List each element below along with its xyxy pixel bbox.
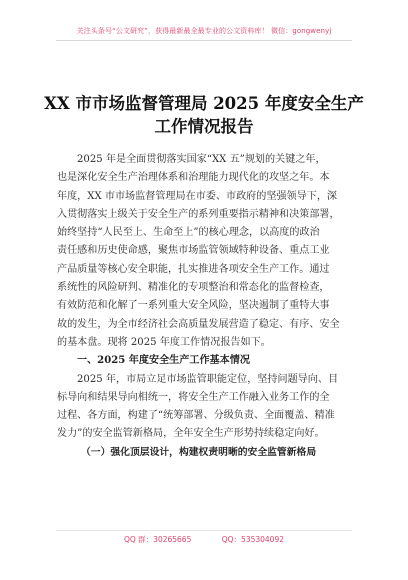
body-line: 发力”的安全监管新格局，全年安全生产形势持续稳定向好。 (57, 428, 325, 440)
top-banner: 关注头条号“公文研究”，获得最新最全最专业的公文资料库！ 微信：gongwenyj (76, 27, 332, 35)
body-line: 始终坚持“人民至上、生命至上”的核心理念，以高度的政治 (57, 227, 320, 239)
body-line: 的基本盘。现将 2025 年度工作情况报告如下。 (57, 336, 271, 348)
body-line: 产品质量等核心安全职能，扎实推进各项安全生产工作。通过 (57, 263, 330, 275)
document-body (57, 151, 351, 462)
body-line: 责任感和历史使命感，聚焦市场监管领域特种设备、重点工业 (57, 245, 330, 257)
top-divider (56, 40, 352, 41)
body-line: 有效防范和化解了一系列重大安全风险，坚决遏制了重特大事 (57, 300, 330, 312)
footer-contact (0, 534, 408, 545)
document-title (40, 92, 368, 138)
body-line: 2025 年，市局立足市场监管职能定位，坚持问题导向、目 (77, 373, 339, 385)
body-line: 2025 年是全面贯彻落实国家“XX 五”规划的关键之年， (77, 154, 326, 165)
body-line: 也是深化安全生产治理体系和治理能力现代化的攻坚之年。本 (57, 172, 330, 184)
bottom-divider (56, 530, 352, 531)
section-heading: 一、2025 年度安全生产工作基本情况 (77, 355, 250, 367)
subsection-heading: （一）强化顶层设计，构建权责明晰的安全监管新格局 (81, 446, 317, 458)
body-line: 标导向和结果导向相统一，将安全生产工作融入业务工作的全 (57, 391, 330, 403)
footer-qq: QQ：535304092 (221, 535, 285, 544)
body-line: 年度，XX 市市场监督管理局在市委、市政府的坚强领导下，深 (57, 190, 338, 202)
title-line-2: 工作情况报告 (154, 117, 254, 136)
title-line-1: XX 市市场监督管理局 2025 年度安全生产 (44, 94, 364, 113)
body-line: 系统性的风险研判、精准化的专项整治和常态化的监督检查， (57, 282, 330, 294)
body-line: 入贯彻落实上级关于安全生产的系列重要指示精神和决策部署， (57, 208, 340, 220)
footer-qq-group: QQ 群：30265665 (123, 535, 192, 544)
body-line: 故的发生，为全市经济社会高质量发展营造了稳定、有序、安全 (57, 318, 340, 330)
body-line: 过程、各方面，构建了“统筹部署、分级负责、全面覆盖、精准 (57, 410, 335, 422)
